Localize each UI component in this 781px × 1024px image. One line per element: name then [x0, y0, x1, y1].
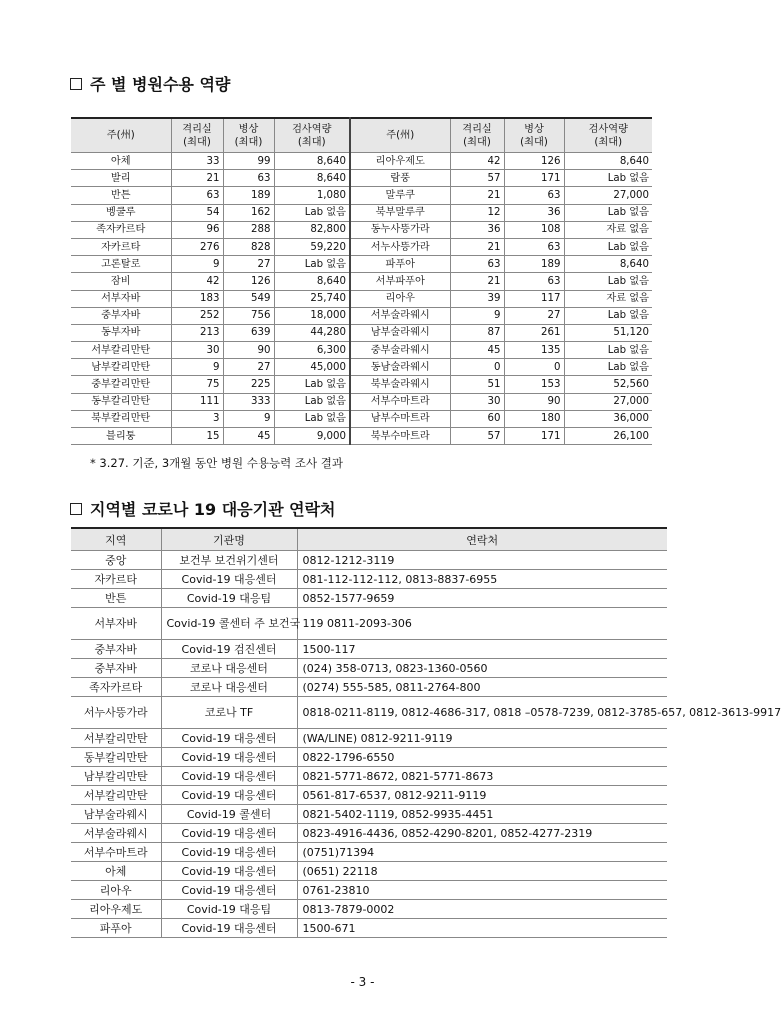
header-region: 지역: [71, 528, 161, 551]
header-testing: 검사역량 (최대): [564, 118, 652, 153]
beds-cell: 117: [504, 290, 564, 307]
checkbox-square-icon: [70, 503, 82, 515]
header-isolation: 격리실 (최대): [171, 118, 223, 153]
beds-cell: 639: [223, 324, 274, 341]
province-cell: 자카르타: [71, 238, 171, 255]
isolation-cell: 39: [450, 290, 504, 307]
table-row: [71, 307, 652, 324]
contact-cell: (0751)71394: [297, 843, 667, 862]
isolation-cell: 21: [450, 238, 504, 255]
beds-cell: 153: [504, 376, 564, 393]
testing-cell: Lab 없음: [274, 204, 350, 221]
table-row: [71, 376, 652, 393]
testing-cell: Lab 없음: [564, 273, 652, 290]
table-row: [71, 410, 652, 427]
isolation-cell: 51: [450, 376, 504, 393]
beds-cell: 171: [504, 170, 564, 187]
hospital-capacity-table: [71, 117, 652, 445]
testing-cell: 26,100: [564, 428, 652, 445]
province-cell: 고론탈로: [71, 256, 171, 273]
testing-cell: 36,000: [564, 410, 652, 427]
region-cell: 서부자바: [71, 608, 161, 640]
region-cell: 리아우제도: [71, 900, 161, 919]
isolation-cell: 54: [171, 204, 223, 221]
table-row: [71, 862, 667, 881]
province-cell: 벵쿨루: [71, 204, 171, 221]
header-beds: 병상 (최대): [223, 118, 274, 153]
beds-cell: 162: [223, 204, 274, 221]
contact-cell: 1500-671: [297, 919, 667, 938]
table-row: [71, 729, 667, 748]
province-cell: 말루쿠: [350, 187, 450, 204]
table-row: [71, 659, 667, 678]
contact-cell: 0818-0211-8119, 0812-4686-317, 0818 –0578-7239, 0812-3785-657, 0812-3613-9917: [297, 697, 667, 729]
agency-cell: Covid-19 대응센터: [161, 862, 297, 881]
province-cell: 리아우제도: [350, 153, 450, 170]
table-row: [71, 204, 652, 221]
province-cell: 동부칼리만탄: [71, 393, 171, 410]
testing-cell: 82,800: [274, 221, 350, 238]
testing-cell: 1,080: [274, 187, 350, 204]
isolation-cell: 111: [171, 393, 223, 410]
testing-cell: 8,640: [274, 273, 350, 290]
testing-cell: 8,640: [274, 170, 350, 187]
section2-title-text: 지역별 코로나 19 대응기관 연락처: [90, 500, 336, 519]
province-cell: 블리퉁: [71, 428, 171, 445]
beds-cell: 0: [504, 359, 564, 376]
testing-cell: Lab 없음: [564, 204, 652, 221]
province-cell: 람풍: [350, 170, 450, 187]
region-cell: 서부칼리만탄: [71, 786, 161, 805]
testing-cell: 18,000: [274, 307, 350, 324]
beds-cell: 171: [504, 428, 564, 445]
region-cell: 서부술라웨시: [71, 824, 161, 843]
region-cell: 남부칼리만탄: [71, 767, 161, 786]
province-cell: 서부술라웨시: [350, 307, 450, 324]
isolation-cell: 9: [450, 307, 504, 324]
isolation-cell: 63: [450, 256, 504, 273]
province-cell: 중부술라웨시: [350, 342, 450, 359]
beds-cell: 828: [223, 238, 274, 255]
beds-cell: 108: [504, 221, 564, 238]
agency-cell: 코로나 대응센터: [161, 659, 297, 678]
header-agency: 기관명: [161, 528, 297, 551]
contact-cell: (WA/LINE) 0812-9211-9119: [297, 729, 667, 748]
table-row: [71, 767, 667, 786]
table-row: [71, 697, 667, 729]
beds-cell: 9: [223, 410, 274, 427]
contact-cell: 0813-7879-0002: [297, 900, 667, 919]
beds-cell: 90: [223, 342, 274, 359]
testing-cell: Lab 없음: [564, 359, 652, 376]
province-cell: 아체: [71, 153, 171, 170]
survey-note: * 3.27. 기준, 3개월 동안 병원 수용능력 조사 결과: [90, 456, 343, 470]
table-row: [71, 640, 667, 659]
isolation-cell: 9: [171, 359, 223, 376]
isolation-cell: 96: [171, 221, 223, 238]
testing-cell: 51,120: [564, 324, 652, 341]
table-row: [71, 238, 652, 255]
testing-cell: Lab 없음: [564, 342, 652, 359]
agency-cell: 보건부 보건위기센터: [161, 551, 297, 570]
isolation-cell: 63: [171, 187, 223, 204]
isolation-cell: 3: [171, 410, 223, 427]
table-row: [71, 748, 667, 767]
beds-cell: 549: [223, 290, 274, 307]
testing-cell: 8,640: [564, 153, 652, 170]
table-row: [71, 824, 667, 843]
isolation-cell: 42: [450, 153, 504, 170]
beds-cell: 288: [223, 221, 274, 238]
province-cell: 북부술라웨시: [350, 376, 450, 393]
province-cell: 북부칼리만탄: [71, 410, 171, 427]
beds-cell: 126: [223, 273, 274, 290]
beds-cell: 90: [504, 393, 564, 410]
testing-cell: 27,000: [564, 187, 652, 204]
beds-cell: 333: [223, 393, 274, 410]
province-cell: 반튼: [71, 187, 171, 204]
contact-cell: (0274) 555-585, 0811-2764-800: [297, 678, 667, 697]
isolation-cell: 252: [171, 307, 223, 324]
agency-cell: Covid-19 대응센터: [161, 767, 297, 786]
province-cell: 동남술라웨시: [350, 359, 450, 376]
table-row: [71, 324, 652, 341]
beds-cell: 36: [504, 204, 564, 221]
agency-cell: Covid-19 대응센터: [161, 729, 297, 748]
isolation-cell: 42: [171, 273, 223, 290]
header-isolation: 격리실 (최대): [450, 118, 504, 153]
region-cell: 반튼: [71, 589, 161, 608]
testing-cell: Lab 없음: [274, 393, 350, 410]
province-cell: 남부수마트라: [350, 410, 450, 427]
beds-cell: 189: [504, 256, 564, 273]
agency-cell: Covid-19 대응팀: [161, 589, 297, 608]
province-cell: 파푸아: [350, 256, 450, 273]
beds-cell: 27: [223, 359, 274, 376]
region-cell: 서누사뜽가라: [71, 697, 161, 729]
isolation-cell: 75: [171, 376, 223, 393]
testing-cell: 52,560: [564, 376, 652, 393]
table-row: [71, 273, 652, 290]
beds-cell: 225: [223, 376, 274, 393]
isolation-cell: 60: [450, 410, 504, 427]
beds-cell: 63: [504, 187, 564, 204]
testing-cell: 44,280: [274, 324, 350, 341]
table-row: [71, 290, 652, 307]
agency-cell: 코로나 대응센터: [161, 678, 297, 697]
table-row: [71, 805, 667, 824]
table-row: [71, 342, 652, 359]
contact-cell: 0821-5771-8672, 0821-5771-8673: [297, 767, 667, 786]
region-cell: 서부수마트라: [71, 843, 161, 862]
agency-cell: Covid-19 콜센터: [161, 805, 297, 824]
province-cell: 중부자바: [71, 307, 171, 324]
province-cell: 남부술라웨시: [350, 324, 450, 341]
contact-cell: 0821-5402-1119, 0852-9935-4451: [297, 805, 667, 824]
contact-cell: 081-112-112-112, 0813-8837-6955: [297, 570, 667, 589]
testing-cell: 59,220: [274, 238, 350, 255]
agency-cell: Covid-19 대응센터: [161, 843, 297, 862]
region-cell: 족자카르타: [71, 678, 161, 697]
beds-cell: 126: [504, 153, 564, 170]
isolation-cell: 36: [450, 221, 504, 238]
province-cell: 북부수마트라: [350, 428, 450, 445]
province-cell: 서부파푸아: [350, 273, 450, 290]
header-contact: 연락처: [297, 528, 667, 551]
region-cell: 서부칼리만탄: [71, 729, 161, 748]
testing-cell: 8,640: [274, 153, 350, 170]
province-cell: 리아우: [350, 290, 450, 307]
table-row: [71, 187, 652, 204]
beds-cell: 99: [223, 153, 274, 170]
province-cell: 동누사뜽가라: [350, 221, 450, 238]
testing-cell: Lab 없음: [274, 410, 350, 427]
testing-cell: 25,740: [274, 290, 350, 307]
agency-cell: Covid-19 대응센터: [161, 824, 297, 843]
province-cell: 서누사뜽가라: [350, 238, 450, 255]
table-row: [71, 881, 667, 900]
province-cell: 동부자바: [71, 324, 171, 341]
isolation-cell: 30: [450, 393, 504, 410]
beds-cell: 135: [504, 342, 564, 359]
agency-cell: Covid-19 콜센터 주 보건국: [161, 608, 297, 640]
testing-cell: 자료 없음: [564, 221, 652, 238]
contact-cell: 0812-1212-3119: [297, 551, 667, 570]
beds-cell: 189: [223, 187, 274, 204]
contact-table: [71, 527, 781, 938]
beds-cell: 27: [504, 307, 564, 324]
region-cell: 중앙: [71, 551, 161, 570]
isolation-cell: 87: [450, 324, 504, 341]
checkbox-square-icon: [70, 78, 82, 90]
contact-cell: 0761-23810: [297, 881, 667, 900]
header-province: 주(州): [350, 118, 450, 153]
table-row: [71, 900, 667, 919]
isolation-cell: 183: [171, 290, 223, 307]
table-row: [71, 843, 667, 862]
table-row: [71, 170, 652, 187]
section2-title: [70, 497, 335, 520]
province-cell: 족자카르타: [71, 221, 171, 238]
page-number: - 3 -: [350, 975, 375, 989]
table-row: [71, 570, 667, 589]
header-province: 주(州): [71, 118, 171, 153]
table-row: [71, 678, 667, 697]
table-row: [71, 786, 667, 805]
testing-cell: 45,000: [274, 359, 350, 376]
province-cell: 중부칼리만탄: [71, 376, 171, 393]
header-beds: 병상 (최대): [504, 118, 564, 153]
contact-cell: 0852-1577-9659: [297, 589, 667, 608]
beds-cell: 63: [223, 170, 274, 187]
contact-cell: 0561-817-6537, 0812-9211-9119: [297, 786, 667, 805]
region-cell: 아체: [71, 862, 161, 881]
testing-cell: 27,000: [564, 393, 652, 410]
agency-cell: Covid-19 대응센터: [161, 786, 297, 805]
isolation-cell: 0: [450, 359, 504, 376]
isolation-cell: 45: [450, 342, 504, 359]
testing-cell: Lab 없음: [564, 238, 652, 255]
agency-cell: Covid-19 대응팀: [161, 900, 297, 919]
section1-title-text: 주 별 병원수용 역량: [90, 75, 231, 94]
isolation-cell: 276: [171, 238, 223, 255]
isolation-cell: 9: [171, 256, 223, 273]
agency-cell: Covid-19 대응센터: [161, 919, 297, 938]
table-header-row: [71, 528, 667, 551]
agency-cell: Covid-19 대응센터: [161, 748, 297, 767]
beds-cell: 27: [223, 256, 274, 273]
province-cell: 잠비: [71, 273, 171, 290]
isolation-cell: 33: [171, 153, 223, 170]
contact-cell: (024) 358-0713, 0823-1360-0560: [297, 659, 667, 678]
contact-cell: 119 0811-2093-306: [297, 608, 667, 640]
isolation-cell: 57: [450, 170, 504, 187]
isolation-cell: 21: [450, 187, 504, 204]
agency-cell: Covid-19 대응센터: [161, 881, 297, 900]
table-row: [71, 221, 652, 238]
table-row: [71, 428, 652, 445]
table-row: [71, 608, 667, 640]
region-cell: 남부술라웨시: [71, 805, 161, 824]
region-cell: 중부자바: [71, 640, 161, 659]
region-cell: 자카르타: [71, 570, 161, 589]
section1-title: [70, 72, 230, 95]
table-row: [71, 589, 667, 608]
agency-cell: Covid-19 대응센터: [161, 570, 297, 589]
region-cell: 리아우: [71, 881, 161, 900]
beds-cell: 63: [504, 273, 564, 290]
province-cell: 북부말루쿠: [350, 204, 450, 221]
province-cell: 서부칼리만탄: [71, 342, 171, 359]
isolation-cell: 21: [450, 273, 504, 290]
table-row: [71, 359, 652, 376]
table-row: [71, 153, 652, 170]
isolation-cell: 57: [450, 428, 504, 445]
contact-cell: 1500-117: [297, 640, 667, 659]
testing-cell: 8,640: [564, 256, 652, 273]
testing-cell: Lab 없음: [564, 307, 652, 324]
testing-cell: Lab 없음: [274, 376, 350, 393]
province-cell: 서부자바: [71, 290, 171, 307]
contact-cell: 0823-4916-4436, 0852-4290-8201, 0852-4277-2319: [297, 824, 667, 843]
province-cell: 남부칼리만탄: [71, 359, 171, 376]
testing-cell: 6,300: [274, 342, 350, 359]
agency-cell: Covid-19 검진센터: [161, 640, 297, 659]
isolation-cell: 213: [171, 324, 223, 341]
region-cell: 파푸아: [71, 919, 161, 938]
contact-cell: 0822-1796-6550: [297, 748, 667, 767]
header-testing: 검사역량 (최대): [274, 118, 350, 153]
contact-cell: (0651) 22118: [297, 862, 667, 881]
table-row: [71, 919, 667, 938]
region-cell: 동부칼리만탄: [71, 748, 161, 767]
isolation-cell: 12: [450, 204, 504, 221]
table-header-row: [71, 118, 652, 153]
region-cell: 중부자바: [71, 659, 161, 678]
agency-cell: 코로나 TF: [161, 697, 297, 729]
table-row: [71, 393, 652, 410]
testing-cell: Lab 없음: [274, 256, 350, 273]
testing-cell: 자료 없음: [564, 290, 652, 307]
table-row: [71, 551, 667, 570]
beds-cell: 261: [504, 324, 564, 341]
isolation-cell: 21: [171, 170, 223, 187]
testing-cell: Lab 없음: [564, 170, 652, 187]
province-cell: 발리: [71, 170, 171, 187]
isolation-cell: 15: [171, 428, 223, 445]
beds-cell: 756: [223, 307, 274, 324]
isolation-cell: 30: [171, 342, 223, 359]
beds-cell: 63: [504, 238, 564, 255]
testing-cell: 9,000: [274, 428, 350, 445]
table-row: [71, 256, 652, 273]
province-cell: 서부수마트라: [350, 393, 450, 410]
beds-cell: 180: [504, 410, 564, 427]
beds-cell: 45: [223, 428, 274, 445]
